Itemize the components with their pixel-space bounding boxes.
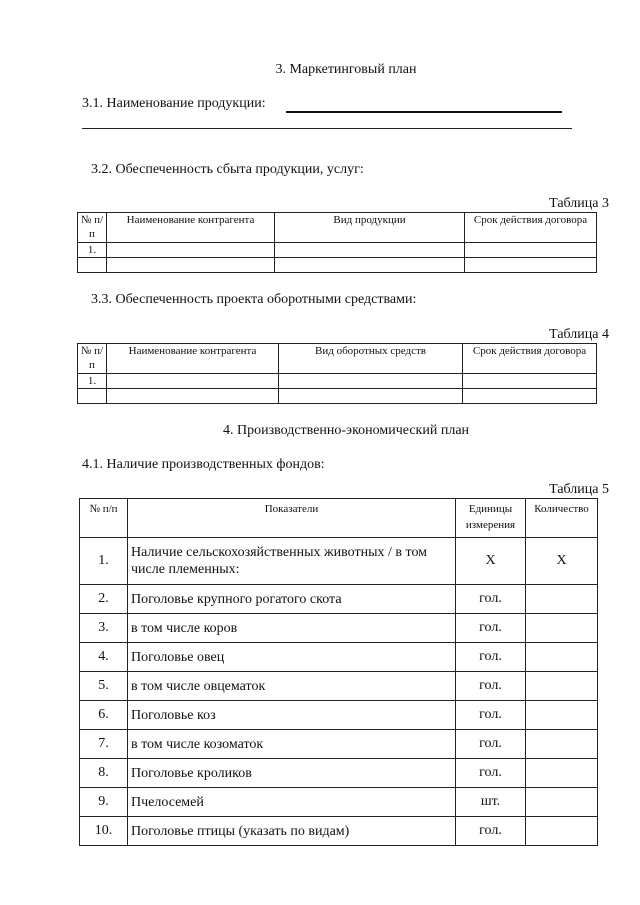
table-cell: в том числе овцематок	[128, 672, 456, 701]
table-cell[interactable]	[526, 730, 598, 759]
table-cell: в том числе коров	[128, 614, 456, 643]
sales-label: 3.2. Обеспеченность сбыта продукции, услуг:	[91, 162, 364, 177]
table-5	[79, 498, 598, 846]
table-cell[interactable]	[526, 788, 598, 817]
table-cell: гол.	[456, 817, 526, 846]
table-row	[78, 374, 597, 389]
table-cell[interactable]	[107, 243, 275, 258]
product-name-label: 3.1. Наименование продукции:	[82, 96, 266, 111]
table-cell[interactable]	[279, 374, 463, 389]
table-cell[interactable]	[526, 817, 598, 846]
table-row	[80, 614, 598, 643]
table-row	[78, 243, 597, 258]
table-cell: 2.	[80, 585, 128, 614]
table-cell: 1.	[78, 243, 107, 258]
table-3-header-term: Срок действия договора	[465, 213, 597, 243]
table-cell: 8.	[80, 759, 128, 788]
table-cell[interactable]	[107, 389, 279, 404]
table-4-caption: Таблица 4	[549, 327, 609, 342]
table-row	[80, 730, 598, 759]
table-cell: в том числе козоматок	[128, 730, 456, 759]
table-cell: Поголовье птицы (указать по видам)	[128, 817, 456, 846]
table-cell[interactable]	[463, 389, 597, 404]
table-cell: 10.	[80, 817, 128, 846]
table-cell: гол.	[456, 759, 526, 788]
table-4-header-num: № п/п	[78, 344, 107, 374]
table-row	[80, 817, 598, 846]
table-row	[78, 258, 597, 273]
table-row	[80, 759, 598, 788]
table-cell: 7.	[80, 730, 128, 759]
table-3-caption: Таблица 3	[549, 196, 609, 211]
table-cell: гол.	[456, 585, 526, 614]
section-3-title: 3. Маркетинговый план	[275, 62, 417, 77]
table-cell[interactable]	[107, 374, 279, 389]
table-cell: гол.	[456, 614, 526, 643]
table-cell	[78, 258, 107, 273]
table-cell[interactable]	[465, 243, 597, 258]
table-cell[interactable]	[526, 672, 598, 701]
table-cell[interactable]	[279, 389, 463, 404]
table-cell[interactable]	[107, 258, 275, 273]
table-row	[80, 672, 598, 701]
table-cell[interactable]	[463, 374, 597, 389]
table-cell[interactable]	[275, 243, 465, 258]
table-4-header-asset-type: Вид оборотных средств	[279, 344, 463, 374]
table-5-header-quantity: Количество	[526, 499, 598, 538]
table-cell: 5.	[80, 672, 128, 701]
table-cell: 6.	[80, 701, 128, 730]
table-4	[77, 343, 597, 404]
table-row	[78, 389, 597, 404]
table-cell: Поголовье овец	[128, 643, 456, 672]
table-cell[interactable]	[526, 585, 598, 614]
table-4-header-counterparty: Наименование контрагента	[107, 344, 279, 374]
table-cell: Поголовье крупного рогатого скота	[128, 585, 456, 614]
table-cell[interactable]	[526, 643, 598, 672]
product-name-field-line-2[interactable]	[82, 128, 572, 129]
working-capital-label: 3.3. Обеспеченность проекта оборотными средствами:	[91, 292, 417, 307]
table-cell: гол.	[456, 730, 526, 759]
table-cell: Пчелосемей	[128, 788, 456, 817]
table-cell[interactable]	[526, 701, 598, 730]
table-cell: 3.	[80, 614, 128, 643]
table-cell	[78, 389, 107, 404]
table-cell: шт.	[456, 788, 526, 817]
table-row	[80, 643, 598, 672]
table-row	[80, 585, 598, 614]
table-row	[80, 701, 598, 730]
table-cell: гол.	[456, 701, 526, 730]
table-3-header-product-type: Вид продукции	[275, 213, 465, 243]
table-5-header-indicators: Показатели	[128, 499, 456, 538]
table-cell: Поголовье коз	[128, 701, 456, 730]
table-3-header-counterparty: Наименование контрагента	[107, 213, 275, 243]
table-5-header-num: № п/п	[80, 499, 128, 538]
table-cell[interactable]	[526, 614, 598, 643]
table-row	[80, 538, 598, 585]
table-cell: Наличие сельскохозяйственных животных / в том числе племенных:	[128, 538, 456, 585]
table-5-caption: Таблица 5	[549, 482, 609, 497]
table-cell[interactable]	[465, 258, 597, 273]
table-cell: Х	[526, 538, 598, 585]
table-cell: Поголовье кроликов	[128, 759, 456, 788]
table-cell: гол.	[456, 643, 526, 672]
table-3	[77, 212, 597, 273]
table-row	[80, 788, 598, 817]
table-cell: гол.	[456, 672, 526, 701]
table-cell[interactable]	[526, 759, 598, 788]
table-cell: Х	[456, 538, 526, 585]
product-name-field[interactable]	[286, 111, 562, 113]
production-funds-label: 4.1. Наличие производственных фондов:	[82, 457, 325, 472]
table-cell: 4.	[80, 643, 128, 672]
table-cell[interactable]	[275, 258, 465, 273]
table-5-header-units: Единицы измерения	[456, 499, 526, 538]
table-cell: 1.	[78, 374, 107, 389]
table-3-header-num: № п/п	[78, 213, 107, 243]
table-4-header-term: Срок действия договора	[463, 344, 597, 374]
table-cell: 9.	[80, 788, 128, 817]
table-cell: 1.	[80, 538, 128, 585]
section-4-title: 4. Производственно-экономический план	[222, 423, 470, 438]
